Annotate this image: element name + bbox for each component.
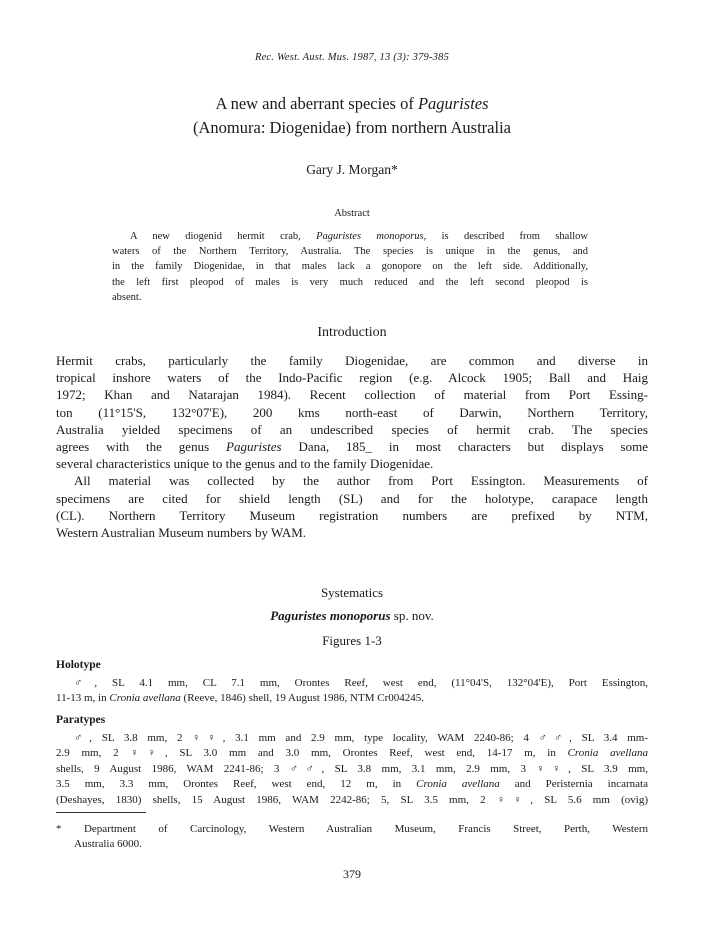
text-line bbox=[56, 793, 648, 808]
intro-paragraph-1 bbox=[56, 352, 648, 472]
text-line bbox=[56, 822, 648, 837]
paper-title bbox=[60, 92, 644, 140]
line-text: * Department of Carcinology, Western Australian Museum, Francis Street, Perth, Western bbox=[56, 823, 648, 835]
systematics-heading: Systematics bbox=[320, 585, 384, 600]
paratypes-heading: Paratypes bbox=[56, 714, 106, 726]
line-text: (Reeve, 1846) shell, 19 August 1986, NTM Cr004245. bbox=[180, 692, 424, 705]
line-text: Australia 6000. bbox=[74, 838, 142, 851]
line-text: absent. bbox=[112, 291, 142, 303]
line-text: 2.9 mm, 2 ♀♀, SL 3.0 mm and 3.0 mm, Orontes Reef, west end, 14-17 m, in bbox=[56, 747, 568, 760]
text-line bbox=[56, 676, 648, 691]
footnote-rule bbox=[56, 812, 146, 813]
line-text: shells, 9 August 1986, WAM 2241-86; 3 ♂♂, SL 3.8 mm, 3.1 mm, 2.9 mm, 3 ♀♀, SL 3.9 mm, bbox=[56, 762, 648, 775]
line-text: tropical inshore waters of the Indo-Pacific region (e.g. Alcock 1905; Ball and Haig bbox=[56, 370, 648, 386]
text-line bbox=[56, 490, 648, 507]
line-text: (Deshayes, 1830) shells, 15 August 1986, WAM 2242-86; 5, SL 3.5 mm, 2 ♀♀, SL 5.6 mm (ovig) bbox=[56, 793, 648, 806]
text-line bbox=[56, 472, 648, 489]
text-line bbox=[56, 837, 648, 852]
italic-taxon: Paguristes monoporus bbox=[316, 231, 424, 242]
italic-taxon: Cronia avellana bbox=[416, 778, 500, 791]
text-line bbox=[56, 455, 648, 472]
text-line bbox=[56, 507, 648, 524]
page-number: 379 bbox=[343, 867, 361, 881]
text-line bbox=[56, 762, 648, 777]
text-line bbox=[56, 746, 648, 761]
text-line bbox=[112, 290, 588, 305]
species-heading bbox=[0, 608, 704, 624]
title-line-2: (Anomura: Diogenidae) from northern Australia bbox=[193, 118, 511, 137]
line-text: agrees with the genus bbox=[56, 439, 226, 455]
title-prefix: A new and aberrant species of bbox=[215, 94, 418, 113]
line-text: 11-13 m, in bbox=[56, 692, 110, 705]
species-name: Paguristes monoporus bbox=[270, 608, 391, 623]
holotype-body bbox=[56, 676, 648, 707]
line-text: ton (11°15'S, 132°07'E), 200 kms north-east of Darwin, Northern Territory, bbox=[56, 404, 648, 420]
line-text: , is described from shallow bbox=[423, 231, 588, 242]
introduction-heading: Introduction bbox=[317, 325, 387, 340]
line-text: All material was collected by the author from Port Essington. Measurements of bbox=[74, 473, 648, 489]
intro-paragraph-2 bbox=[56, 472, 648, 541]
line-text: A new diogenid hermit crab, bbox=[130, 231, 317, 242]
line-text: ♂, SL 3.8 mm, 2 ♀♀, 3.1 mm and 2.9 mm, type locality, WAM 2240-86; 4 ♂♂, SL 3.4 mm- bbox=[74, 732, 648, 744]
line-text: 1972; Khan and Natarajan 1984). Recent collection of material from Port Essing- bbox=[56, 387, 648, 403]
line-text: the left first pleopod of males is very much reduced and the left second pleopod is bbox=[112, 276, 588, 288]
text-line bbox=[112, 259, 588, 274]
abstract-body bbox=[112, 229, 588, 305]
line-text: and Peristernia incarnata bbox=[499, 778, 648, 791]
running-head: Rec. West. Aust. Mus. 1987, 13 (3): 379-385 bbox=[254, 52, 450, 63]
line-text: (CL). Northern Territory Museum registration numbers are prefixed by NTM, bbox=[56, 507, 648, 523]
line-text: ♂, SL 4.1 mm, CL 7.1 mm, Orontes Reef, west end, (11°04'S, 132°04'E), Port Essington, bbox=[74, 677, 648, 689]
text-line bbox=[112, 229, 588, 244]
text-line bbox=[56, 386, 648, 403]
text-line bbox=[56, 421, 648, 438]
figures-reference: Figures 1-3 bbox=[322, 633, 382, 648]
text-line bbox=[56, 404, 648, 421]
line-text: several characteristics unique to the genus and to the family Diogenidae. bbox=[56, 456, 434, 472]
author-name: Gary J. Morgan* bbox=[306, 162, 398, 177]
italic-taxon: Cronia avellana bbox=[567, 747, 648, 760]
text-line bbox=[56, 438, 648, 455]
italic-taxon: Cronia avellana bbox=[109, 692, 181, 705]
title-genus: Paguristes bbox=[417, 94, 489, 113]
text-line bbox=[56, 777, 648, 792]
line-text: 3.5 mm, 3.3 mm, Orontes Reef, west end, 12 m, in bbox=[56, 778, 417, 791]
text-line bbox=[112, 244, 588, 259]
text-line bbox=[56, 691, 648, 706]
introduction-body bbox=[56, 352, 648, 541]
line-text: specimens are cited for shield length (SL) and for the holotype, carapace length bbox=[56, 490, 648, 506]
italic-taxon: Paguristes bbox=[226, 439, 282, 455]
text-line bbox=[56, 369, 648, 386]
line-text: in the family Diogenidae, in that males lack a gonopore on the left side. Additionally, bbox=[112, 261, 588, 273]
line-text: Australia yielded specimens of an undescribed species of hermit crab. The species bbox=[56, 421, 648, 437]
text-line bbox=[56, 731, 648, 746]
text-line bbox=[112, 275, 588, 290]
line-text: Dana, 185_ in most characters but displays some bbox=[281, 439, 648, 455]
line-text: waters of the Northern Territory, Australia. The species is unique in the genus, and bbox=[112, 246, 588, 258]
line-text: Hermit crabs, particularly the family Diogenidae, are common and diverse in bbox=[56, 353, 648, 368]
species-suffix: sp. nov. bbox=[390, 608, 434, 623]
text-line bbox=[56, 524, 648, 541]
title-line-1 bbox=[60, 92, 644, 116]
abstract-heading: Abstract bbox=[334, 208, 370, 219]
footnote-body bbox=[56, 822, 648, 853]
text-line bbox=[56, 352, 648, 369]
holotype-heading: Holotype bbox=[56, 659, 101, 671]
line-text: Western Australian Museum numbers by WAM. bbox=[56, 525, 307, 541]
paratypes-body bbox=[56, 731, 648, 808]
